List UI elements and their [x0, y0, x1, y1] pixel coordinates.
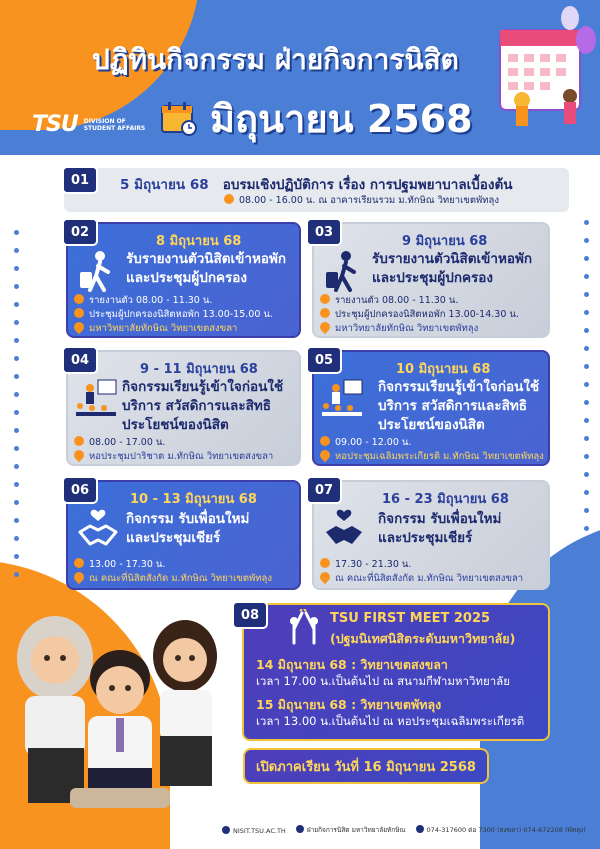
clock-icon	[74, 436, 84, 446]
handshake-heart-icon	[322, 508, 366, 552]
page-title: ปฏิทินกิจกรรม ฝ่ายกิจการนิสิต	[92, 43, 459, 76]
event-02-line-1: รายงานตัว 08.00 - 11.30 น.	[89, 295, 213, 306]
presentation-meeting-icon	[320, 378, 364, 422]
event-02-line-2: ประชุมผู้ปกครองนิสิตหอพัก 13.00-15.00 น.	[89, 309, 273, 320]
dots-right-decoration	[584, 220, 590, 562]
event-03-heading-line-1: รับรายงานตัวนิสิตเข้าหอพัก	[372, 251, 533, 267]
event-01-heading: อบรมเชิงปฏิบัติการ เรื่อง การปฐมพยาบาลเบื้องต้น	[222, 177, 513, 193]
clock-icon	[74, 308, 84, 318]
event-03-heading-line-2: และประชุมผู้ปกครอง	[372, 270, 493, 286]
location-pin-icon	[72, 320, 86, 334]
event-07-date: 16 - 23 มิถุนายน 68	[382, 492, 509, 507]
event-08-title: TSU FIRST MEET 2025	[330, 611, 491, 626]
event-06-line-1: 13.00 - 17.30 น.	[89, 559, 166, 570]
event-08-session-2-date: 15 มิถุนายน 68 : วิทยาเขตพัทลุง	[256, 697, 442, 712]
dots-left-decoration	[14, 230, 20, 590]
clock-icon	[320, 308, 330, 318]
event-03-line-1: รายงานตัว 08.00 - 11.30 น.	[335, 295, 459, 306]
event-07-location: ณ คณะที่นิสิตสังกัด ม.ทักษิณ วิทยาเขตสงขลา	[335, 573, 524, 584]
event-06-heading-line-2: และประชุมเชียร์	[126, 530, 221, 546]
event-06-heading-line-1: กิจกรรม รับเพื่อนใหม่	[126, 511, 250, 527]
event-01-date: 5 มิถุนายน 68	[120, 177, 209, 193]
clock-icon	[320, 294, 330, 304]
item-number-08: 08	[232, 601, 268, 629]
event-04-heading	[122, 378, 283, 435]
item-number-01: 01	[62, 166, 98, 194]
high-five-icon	[282, 609, 326, 647]
event-02-details	[74, 294, 273, 336]
students-illustration	[0, 608, 235, 823]
event-03-details	[320, 294, 519, 336]
event-card-05	[312, 350, 550, 466]
event-01-time-location: 08.00 - 16.00 น. ณ อาคารเรียนรวม ม.ทักษิณ วิทยาเขตพัทลุง	[239, 195, 499, 206]
event-07-heading-line-1: กิจกรรม รับเพื่อนใหม่	[378, 511, 502, 527]
event-04-heading-line-1: กิจกรรมเรียนรู้เข้าใจก่อนใช้	[122, 379, 284, 395]
facebook-link[interactable]: ฝ่ายกิจการนิสิต มหาวิทยาลัยทักษิณ	[306, 826, 406, 834]
event-01-details	[224, 193, 499, 208]
event-08-session-2-details: เวลา 13.00 น.เป็นต้นไป ณ หอประชุมเฉลิมพระเกียรติ	[256, 714, 525, 728]
event-06-details	[74, 558, 272, 586]
item-number-02: 02	[62, 218, 98, 246]
logo-mark: TSU	[32, 112, 78, 137]
tsu-logo	[32, 112, 145, 137]
clock-icon	[74, 294, 84, 304]
event-02-heading	[126, 250, 286, 288]
event-06-heading	[126, 510, 249, 548]
event-05-heading-line-3: ประโยชน์ของนิสิต	[378, 417, 485, 433]
website-link[interactable]: NISIT.TSU.AC.TH	[233, 826, 286, 835]
event-card-04	[66, 350, 301, 466]
celebration-calendar-illustration	[470, 0, 600, 130]
logo-line-2: STUDENT AFFAIRS	[83, 124, 146, 132]
clock-icon	[224, 194, 234, 204]
event-card-07	[312, 480, 550, 590]
location-pin-icon	[318, 448, 332, 462]
item-number-06: 06	[62, 476, 98, 504]
event-02-heading-line-2: และประชุมผู้ปกครอง	[126, 270, 247, 286]
event-04-heading-line-2: บริการ สวัสดิการและสิทธิ	[122, 398, 271, 414]
event-07-details	[320, 558, 523, 586]
event-02-date: 8 มิถุนายน 68	[156, 234, 242, 249]
location-pin-icon	[318, 570, 332, 584]
event-card-03	[312, 222, 550, 338]
footer-facebook[interactable]	[296, 825, 406, 835]
month-label: มิถุนายน 2568	[210, 97, 473, 141]
event-05-heading	[378, 378, 539, 435]
event-08-subtitle: (ปฐมนิเทศนิสิตระดับมหาวิทยาลัย)	[330, 631, 516, 646]
event-08-session-1-date: 14 มิถุนายน 68 : วิทยาเขตสงขลา	[256, 657, 448, 672]
footer-phone	[416, 825, 586, 835]
clock-icon	[320, 558, 330, 568]
event-04-line-1: 08.00 - 17.00 น.	[89, 437, 166, 448]
event-05-line-1: 09.00 - 12.00 น.	[335, 437, 412, 448]
event-03-heading	[372, 250, 532, 288]
footer-website[interactable]	[222, 826, 286, 835]
location-pin-icon	[72, 570, 86, 584]
event-06-date: 10 - 13 มิถุนายน 68	[130, 492, 257, 507]
item-number-04: 04	[62, 346, 98, 374]
event-07-heading	[378, 510, 501, 548]
event-07-heading-line-2: และประชุมเชียร์	[378, 530, 473, 546]
phone-text: 074-317600 ต่อ 7300 (สงขลา) 074-672208 (พัทลุง)	[426, 826, 586, 834]
logo-text	[84, 118, 146, 132]
event-card-06	[66, 480, 301, 590]
event-card-08	[242, 603, 550, 741]
logo-line-1: DIVISION OF	[83, 117, 126, 125]
event-card-02	[66, 222, 301, 338]
item-number-07: 07	[306, 476, 342, 504]
event-04-details	[74, 436, 273, 464]
facebook-icon	[296, 825, 304, 833]
event-06-location: ณ คณะที่นิสิตสังกัด ม.ทักษิณ วิทยาเขตพัทลุง	[89, 573, 272, 584]
event-04-date: 9 - 11 มิถุนายน 68	[140, 362, 258, 377]
event-03-line-2: ประชุมผู้ปกครองนิสิตหอพัก 13.00-14.30 น.	[335, 309, 519, 320]
semester-opening-banner: เปิดภาคเรียน วันที่ 16 มิถุนายน 2568	[243, 748, 489, 784]
month-row	[160, 88, 473, 149]
event-03-date: 9 มิถุนายน 68	[402, 234, 488, 249]
event-04-heading-line-3: ประโยชน์ของนิสิต	[122, 417, 229, 433]
event-08-session-1-details: เวลา 17.00 น.เป็นต้นไป ณ สนามกีฬามหาวิทยาลัย	[256, 674, 510, 688]
event-02-location: มหาวิทยาลัยทักษิณ วิทยาเขตสงขลา	[89, 323, 238, 334]
event-05-location: หอประชุมเฉลิมพระเกียรติ ม.ทักษิณ วิทยาเขตพัทลุง	[335, 451, 544, 462]
calendar-icon	[160, 101, 198, 137]
item-number-03: 03	[306, 218, 342, 246]
location-pin-icon	[318, 320, 332, 334]
event-card-01	[64, 168, 569, 212]
presentation-meeting-icon	[74, 378, 118, 422]
event-05-details	[320, 436, 544, 464]
phone-icon	[416, 825, 424, 833]
clock-icon	[74, 558, 84, 568]
traveler-luggage-icon	[324, 250, 364, 294]
location-pin-icon	[72, 448, 86, 462]
globe-icon	[222, 826, 230, 834]
event-04-location: หอประชุมปาริชาต ม.ทักษิณ วิทยาเขตสงขลา	[89, 451, 274, 462]
event-03-location: มหาวิทยาลัยทักษิณ วิทยาเขตพัทลุง	[335, 323, 479, 334]
item-number-05: 05	[306, 346, 342, 374]
event-02-heading-line-1: รับรายงานตัวนิสิตเข้าหอพัก	[126, 251, 287, 267]
event-07-line-1: 17.30 - 21.30 น.	[335, 559, 412, 570]
event-01-title	[120, 173, 512, 195]
clock-icon	[320, 436, 330, 446]
traveler-luggage-icon	[78, 250, 118, 294]
footer-contact	[222, 822, 600, 838]
handshake-heart-icon	[76, 508, 120, 552]
event-05-heading-line-1: กิจกรรมเรียนรู้เข้าใจก่อนใช้	[378, 379, 540, 395]
event-05-date: 10 มิถุนายน 68	[396, 362, 491, 377]
event-05-heading-line-2: บริการ สวัสดิการและสิทธิ	[378, 398, 527, 414]
